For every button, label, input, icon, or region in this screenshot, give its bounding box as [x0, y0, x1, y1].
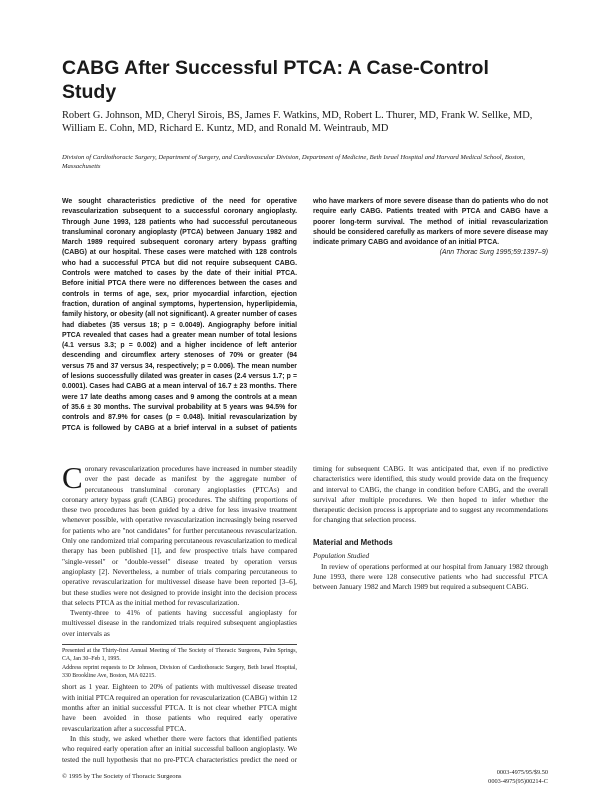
abstract-text: We sought characteristics predictive of the need for operative revascularization subsequent to a successful coronary angioplasty. Through June 1993, 128 patients who had successful percutaneous transluminal coronary angioplasty (PTCA) between January 1982 and March 1989 required subsequent coronary artery bypass grafting (CABG) at our hospital. These cases were matched with 128 controls who had a successful PTCA but did not require subsequent CABG. Controls were matched to cases by the date of their initial PTCA. Before initial PTCA there were no differences between the cases and controls in terms of age, sex, prior myocardial infarction, ejection fraction, duration of anginal symptoms, hypertension, hyperlipidemia, family history, or obesity (all not significant). A greater number of cases had diabetes (35 versus 18; p = 0.0049). Angiography before initial PTCA revealed that cases had a greater mean number of total lesions (4.1 versus 3.3; p = 0.002) and a higher incidence of left anterior descending and circumflex artery stenoses of 70% or greater (94 versus 75 and 37 versus 34, respectively; p = 0.006). The mean number of lesions successfully dilated was greater in cases (2.4 versus 1.7; p = 0.0001). Cases had CABG at a mean interval of 16.7 ± 23 months. There were 17 late deaths among cases and 9 among the controls at a mean of 35.6 ± 30 months. The survival probability at 5 years was 94.5% for controls and 87.9% for cases (p = 0.048). Initial revascularization by PTCA is followed by CABG at a brief interval in a subset of patients who have markers of more severe disease than do patients who do not require early CABG. Patients treated with PTCA and CABG have a poorer long-term survival. The method of initial revascularization should be considered carefully as markers of more severe disease may indicate primary CABG and avoidance of an initial PTCA.	[62, 198, 548, 432]
subsection-heading: Population Studied	[313, 550, 370, 560]
abstract-citation: (Ann Thorac Surg 1995;59:1397–9)	[439, 249, 548, 257]
author-list: Robert G. Johnson, MD, Cheryl Sirois, BS, James F. Watkins, MD, Robert L. Thurer, MD, Frank W. Sellke, MD, William E. Cohn, MD, Richard E. Kuntz, MD, and Ronald M. Weintraub, MD	[62, 110, 533, 134]
footnote-reprint: Address reprint requests to Dr Johnson, Division of Cardiothoracic Surgery, Beth Israel Hospital, 330 Brookline Ave, Boston, MA 02215.	[62, 665, 297, 679]
body-paragraph: Twenty-three to 41% of patients having successful angioplasty for multivessel disease in the randomized trials required subsequent angioplasties over intervals as	[62, 608, 297, 638]
footnote-block	[62, 644, 297, 680]
footnote-presented: Presented at the Thirty-first Annual Meeting of The Society of Thoracic Surgeons, Palm Springs, CA, Jan 30–Feb 1, 1995.	[62, 648, 297, 662]
article-body	[62, 460, 548, 770]
body-paragraph: In this study, we asked whether there were factors that identified patients who required early operation after an initial successful balloon angioplasty. We tested the null hypothesis that no pre-PTCA characteristics predict the need or timing for subsequent CABG. It was anticipated that, even if no predictive characteristics were identified, this study would provide data on the frequency and interval to CABG, the change in condition before CABG, and the overall survival after multiple procedures. We then hoped to infer whether the therapeutic decision process is appropriate and to suggest any recommendations for changing that selection process.	[62, 464, 548, 764]
body-paragraph: Coronary revascularization procedures have increased in number steadily over the past decade as manifest by the aggregate number of percutaneous transluminal coronary angioplasties (PTCAs) and coronary artery bypass graft (CABG) procedures. The shifting proportions of these two procedures has been guided by a drive for less invasive treatment whenever possible, with operative revascularization increasingly being reserved for patients who are "not candidates" for further percutaneous revascularization. Only one randomized trial comparing percutaneous revascularization to medical therapy has been published [1], and few prospective trials have compared "single-vessel" or "double-vessel" disease treated by operation versus angioplasty [2]. Nevertheless, a number of trials comparing percutaneous to operative revascularization for multivessel disease have been reported [3–6], but these studies were not designed to provide insight into the decision process that selects PTCA as the initial method for revascularization.	[62, 460, 297, 607]
issn-line: 0003-4975/95/$9.50	[496, 769, 548, 776]
drop-cap: C	[62, 460, 83, 495]
doi-line: 0003-4975(95)00214-C	[488, 777, 548, 785]
affiliation: Division of Cardiothoracic Surgery, Department of Surgery, and Cardiovascular Division, Department of Medicine, Beth Israel Hospital and Harvard Medical School, Boston, Massachusetts	[62, 154, 525, 171]
issn-block	[456, 769, 548, 786]
body-paragraph: short as 1 year. Eighteen to 20% of patients with multivessel disease treated with initial PTCA required an operation for revascularization (CABG) within 12 months after an initial successful PTCA. It is not clear whether PTCA might have been avoided in those patients who required early operative revascularization after a successful PTCA.	[62, 682, 297, 733]
body-paragraph: In review of operations performed at our hospital from January 1982 through June 1993, there were 128 consecutive patients who had successful PTCA between January 1982 and March 1989 but required a subsequent CABG.	[313, 561, 548, 592]
section-heading: Material and Methods	[313, 537, 393, 547]
abstract	[62, 197, 548, 437]
copyright-line: © 1995 by The Society of Thoracic Surgeons	[62, 773, 182, 780]
article-title: CABG After Successful PTCA: A Case-Control Study	[62, 57, 489, 103]
